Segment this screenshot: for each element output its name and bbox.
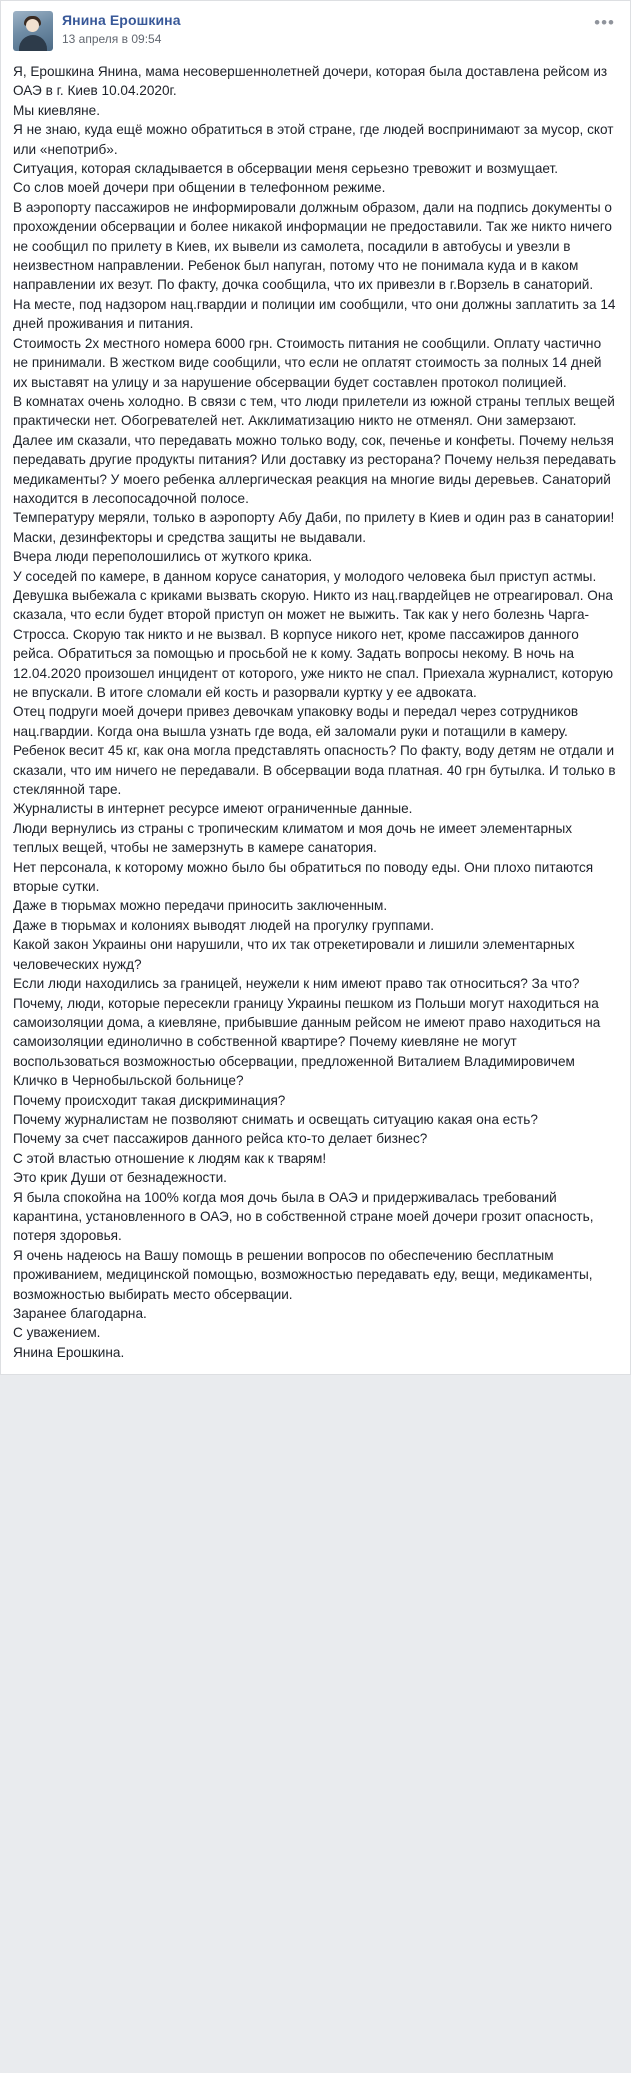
post-paragraph: С этой властью отношение к людям как к тварям! bbox=[13, 1150, 327, 1166]
post-paragraph: Янина Ерошкина. bbox=[13, 1344, 125, 1360]
post-paragraph: Ситуация, которая складывается в обсервации меня серьезно тревожит и возмущает. bbox=[13, 161, 558, 177]
post-timestamp[interactable]: 13 апреля в 09:54 bbox=[62, 32, 162, 46]
post-paragraph: На месте, под надзором нац.гвардии и полиции им сообщили, что они должны заплатить за 14 дней проживания и питания. bbox=[13, 296, 616, 332]
post-paragraph: С уважением. bbox=[13, 1325, 101, 1341]
avatar-body bbox=[19, 35, 47, 51]
post-header bbox=[13, 11, 618, 53]
post-meta bbox=[62, 11, 181, 47]
post-paragraph: Мы киевляне. bbox=[13, 102, 101, 118]
post-paragraph: Даже в тюрьмах можно передачи приносить заключенным. bbox=[13, 898, 388, 914]
post-paragraph: Далее им сказали, что передавать можно только воду, сок, печенье и конфеты. Почему нельзя передавать другие продукты питания? Или доставку из ресторана? Почему нельзя передавать медикаменты? У моего ребенка аллергическая реакция на многие виды деревьев. Санаторий находится в лесопосадочной полосе. bbox=[13, 432, 617, 506]
post-paragraph: В комнатах очень холодно. В связи с тем, что люди прилетели из южной страны теплых вещей практически нет. Обогревателей нет. Акклиматизацию никто не отменял. Они замерзают. bbox=[13, 393, 615, 429]
post-paragraph: Со слов моей дочери при общении в телефонном режиме. bbox=[13, 180, 386, 196]
post-paragraph: Девушка выбежала с криками вызвать скорую. Никто из нац.гвардейцев не отреагировал. Она сказала, что если будет второй приступ он может не выжить. Так как у него болезнь Чарга-Стросса. Скорую так никто и не вызвал. В корпусе никого нет, кроме пассажиров данного рейса. Обратиться за помощью и просьбой не к кому. Задать вопросы некому. В ночь на 12.04.2020 произошел инцидент от которого, уже никто не спал. Приехала журналист, которую не впускали. В итоге сломали ей кость и разорвали куртку у ее адвоката. bbox=[13, 587, 614, 700]
post-paragraph: Почему, люди, которые пересекли границу Украины пешком из Польши могут находиться на самоизоляции дома, а киевляне, прибывшие данным рейсом не имеют право находиться на самоизоляции единолично в собственной квартире? Почему киевляне не могут воспользоваться возможностью обсервации, предложенной Виталием Владимировичем Кличко в Чернобыльской больнице? bbox=[13, 995, 601, 1089]
post-paragraph: Температуру меряли, только в аэропорту Абу Даби, по прилету в Киев и один раз в санатории! Маски, дезинфекторы и средства защиты не выдавали. bbox=[13, 510, 615, 545]
post-paragraph: У соседей по камере, в данном корусе санатория, у молодого человека был приступ астмы. bbox=[13, 568, 597, 584]
post-paragraph: В аэропорту пассажиров не информировали должным образом, дали на подпись документы о прохождении обсервации и более никакой информации не предоставили. Так же никто ничего не сообщил по прилету в Киев, их вывели из самолета, посадили в автобусы и увезли в неизвестном направлении. Ребенок был напуган, потому что не понимала куда и в каком направлении их везут. По факту, дочка сообщила, что их привезли в г.Ворзель в санаторий. bbox=[13, 199, 612, 293]
post-paragraph: Стоимость 2х местного номера 6000 грн. Стоимость питания не сообщили. Оплату частично не принимали. В жестком виде сообщили, что если не оплатят стоимость за полных 14 дней их выставят на улицу и за нарушение обсервации будет составлен протокол полицией. bbox=[13, 335, 602, 390]
post-paragraph: Я, Ерошкина Янина, мама несовершеннолетней дочери, которая была доставлена рейсом из ОАЭ в г. Киев 10.04.2020г. bbox=[13, 64, 608, 99]
post-paragraph: Отец подруги моей дочери привез девочкам упаковку воды и передал через сотрудников нац.гвардии. Когда она вышла узнать где вода, ей заломали руки и потащили в камеру. Ребенок весит 45 кг, как она могла представлять опасность? По факту, воду детям не отдали и сказали, что им ничего не передавали. В обсервации вода платная. 40 грн бутылка. И только в стеклянной таре. bbox=[13, 704, 616, 798]
post-paragraph: Заранее благодарна. bbox=[13, 1306, 147, 1321]
avatar-head bbox=[26, 19, 39, 32]
post-paragraph: Почему за счет пассажиров данного рейса кто-то делает бизнес? bbox=[13, 1131, 428, 1147]
post-paragraph: Вчера люди переполошились от жуткого крика. bbox=[13, 549, 313, 565]
post-paragraph: Какой закон Украины они нарушили, что их так отрекетировали и лишили элементарных человеческих нужд? bbox=[13, 937, 575, 972]
post-paragraph: Я не знаю, куда ещё можно обратиться в этой стране, где людей воспринимают за мусор, скот или «непотриб». bbox=[13, 122, 614, 157]
post-paragraph: Я была спокойна на 100% когда моя дочь была в ОАЭ и придерживалась требований карантина, установленного в ОАЭ, но в собственной стране моей дочери грозит опасность, потеря здоровья. bbox=[13, 1189, 594, 1244]
post-paragraph: Почему журналистам не позволяют снимать и освещать ситуацию какая она есть? bbox=[13, 1111, 538, 1127]
post-paragraph: Даже в тюрьмах и колониях выводят людей на прогулку группами. bbox=[13, 917, 435, 933]
post-paragraph: Я очень надеюсь на Вашу помощь в решении вопросов по обеспечению бесплатным проживанием, медицинской помощью, возможностью передавать еду, вещи, медикаменты, возможностью выбирать место обсервации. bbox=[13, 1247, 593, 1302]
post-text-content bbox=[13, 62, 618, 1362]
post-author-name[interactable]: Янина Ерошкина bbox=[62, 12, 181, 28]
post-paragraph: Если люди находились за границей, неужели к ним имеют право так относиться? За что? bbox=[13, 976, 580, 992]
post-paragraph: Почему происходит такая дискриминация? bbox=[13, 1092, 286, 1108]
ellipsis-horizontal-icon[interactable]: ••• bbox=[594, 13, 615, 32]
avatar[interactable] bbox=[13, 11, 53, 51]
post-paragraph: Журналисты в интернет ресурсе имеют ограниченные данные. bbox=[13, 801, 413, 817]
post-paragraph: Это крик Души от безнадежности. bbox=[13, 1170, 227, 1186]
post-paragraph: Люди вернулись из страны с тропическим климатом и моя дочь не имеет элементарных теплых вещей, чтобы не замерзнуть в камере санатория. bbox=[13, 820, 573, 856]
post-paragraph: Нет персонала, к которому можно было бы обратиться по поводу еды. Они плохо питаются вторые сутки. bbox=[13, 859, 594, 895]
